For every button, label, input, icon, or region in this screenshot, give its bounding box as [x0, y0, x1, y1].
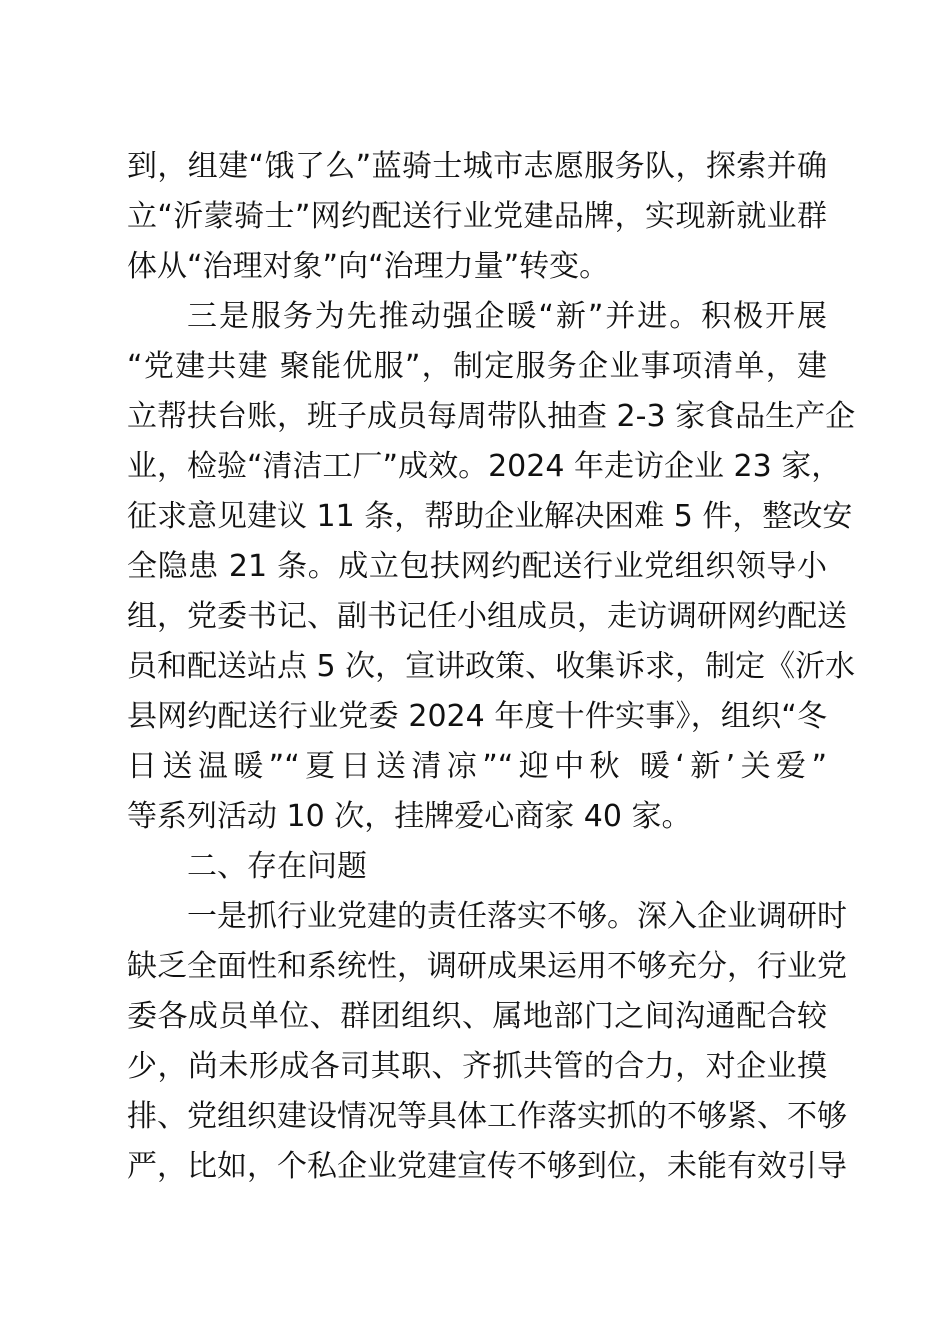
paragraph-line: 组，党委书记、副书记任小组成员，走访调研网约配送 — [127, 599, 847, 634]
paragraph-line: 立帮扶台账，班子成员每周带队抽查 2-3 家食品生产企 — [127, 399, 856, 434]
paragraph-line: 日送温暖”“夏日送清凉”“迎中秋 暖‘新’关爱” — [127, 749, 827, 784]
paragraph-line: 征求意见建议 11 条，帮助企业解决困难 5 件，整改安 — [127, 499, 853, 534]
paragraph-line: 业，检验“清洁工厂”成效。2024 年走访企业 23 家， — [127, 449, 842, 484]
paragraph-line: 到，组建“饿了么”蓝骑士城市志愿服务队，探索并确 — [127, 149, 827, 184]
paragraph-line: 体从“治理对象”向“治理力量”转变。 — [127, 249, 610, 284]
paragraph-line: “党建共建 聚能优服”，制定服务企业事项清单，建 — [127, 349, 827, 384]
paragraph-line: 三是服务为先推动强企暖“新”并进。积极开展 — [187, 299, 827, 334]
paragraph-line: 立“沂蒙骑士”网约配送行业党建品牌，实现新就业群 — [127, 199, 827, 234]
paragraph-line: 少，尚未形成各司其职、齐抓共管的合力，对企业摸 — [127, 1049, 827, 1084]
paragraph-line: 全隐患 21 条。成立包扶网约配送行业党组织领导小 — [127, 549, 827, 584]
paragraph-line: 排、党组织建设情况等具体工作落实抓的不够紧、不够 — [127, 1099, 847, 1134]
paragraph-line: 员和配送站点 5 次，宣讲政策、收集诉求，制定《沂水 — [127, 649, 856, 684]
paragraph-line: 委各成员单位、群团组织、属地部门之间沟通配合较 — [127, 999, 827, 1034]
paragraph-line: 严，比如，个私企业党建宣传不够到位，未能有效引导 — [127, 1149, 847, 1184]
section-heading: 二、存在问题 — [187, 849, 367, 884]
paragraph-line: 等系列活动 10 次，挂牌爱心商家 40 家。 — [127, 799, 692, 834]
paragraph-line: 一是抓行业党建的责任落实不够。深入企业调研时 — [187, 899, 847, 934]
paragraph-line: 县网约配送行业党委 2024 年度十件实事》，组织“冬 — [127, 699, 827, 734]
paragraph-line: 缺乏全面性和系统性，调研成果运用不够充分，行业党 — [127, 949, 847, 984]
